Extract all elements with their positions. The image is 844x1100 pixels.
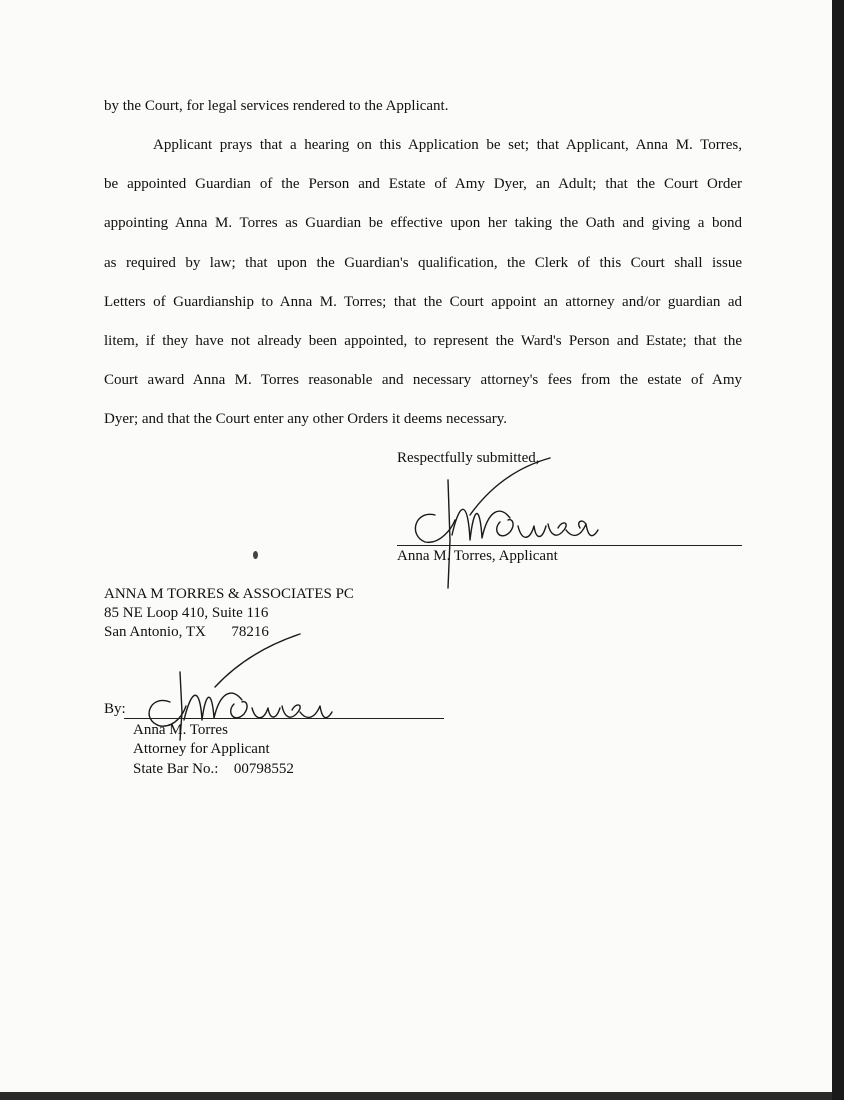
- attorney-signature-line: [124, 718, 444, 719]
- applicant-signature-line: [397, 545, 742, 546]
- attorney-name: Anna M. Torres: [133, 722, 228, 738]
- firm-zip: 78216: [231, 624, 269, 640]
- applicant-name-label: Anna M. Torres, Applicant: [397, 548, 558, 564]
- firm-address-line: 85 NE Loop 410, Suite 116: [104, 605, 269, 621]
- by-label: By:: [104, 701, 126, 717]
- body-line-2: Applicant prays that a hearing on this Application be set; that Applicant, Anna M. Torres,: [153, 137, 742, 153]
- body-line-3: be appointed Guardian of the Person and Estate of Amy Dyer, an Adult; that the Court Order: [104, 176, 742, 192]
- scan-edge: [832, 0, 844, 1100]
- body-line-9: Dyer; and that the Court enter any other Orders it deems necessary.: [104, 411, 508, 427]
- body-line-8: Court award Anna M. Torres reasonable and necessary attorney's fees from the estate of Amy: [104, 372, 742, 388]
- firm-name: ANNA M TORRES & ASSOCIATES PC: [104, 586, 354, 602]
- body-line-6: Letters of Guardianship to Anna M. Torres; that the Court appoint an attorney and/or guardian ad: [104, 294, 742, 310]
- applicant-signature: [400, 460, 610, 590]
- firm-city-state-text: San Antonio, TX: [104, 624, 206, 640]
- attorney-role: Attorney for Applicant: [133, 741, 270, 757]
- body-line-7: litem, if they have not already been appointed, to represent the Ward's Person and Estate; that the: [104, 333, 742, 349]
- state-bar-number: 00798552: [233, 761, 294, 777]
- body-line-4: appointing Anna M. Torres as Guardian be effective upon her taking the Oath and giving a bond: [104, 215, 742, 231]
- body-line-5: as required by law; that upon the Guardian's qualification, the Clerk of this Court shall issue: [104, 255, 742, 271]
- state-bar-line: [133, 761, 294, 778]
- state-bar-label: State Bar No.:: [133, 761, 219, 777]
- respectfully-submitted: Respectfully submitted,: [397, 450, 540, 466]
- scan-dot: [253, 551, 258, 559]
- body-line-1: by the Court, for legal services rendered to the Applicant.: [104, 98, 449, 114]
